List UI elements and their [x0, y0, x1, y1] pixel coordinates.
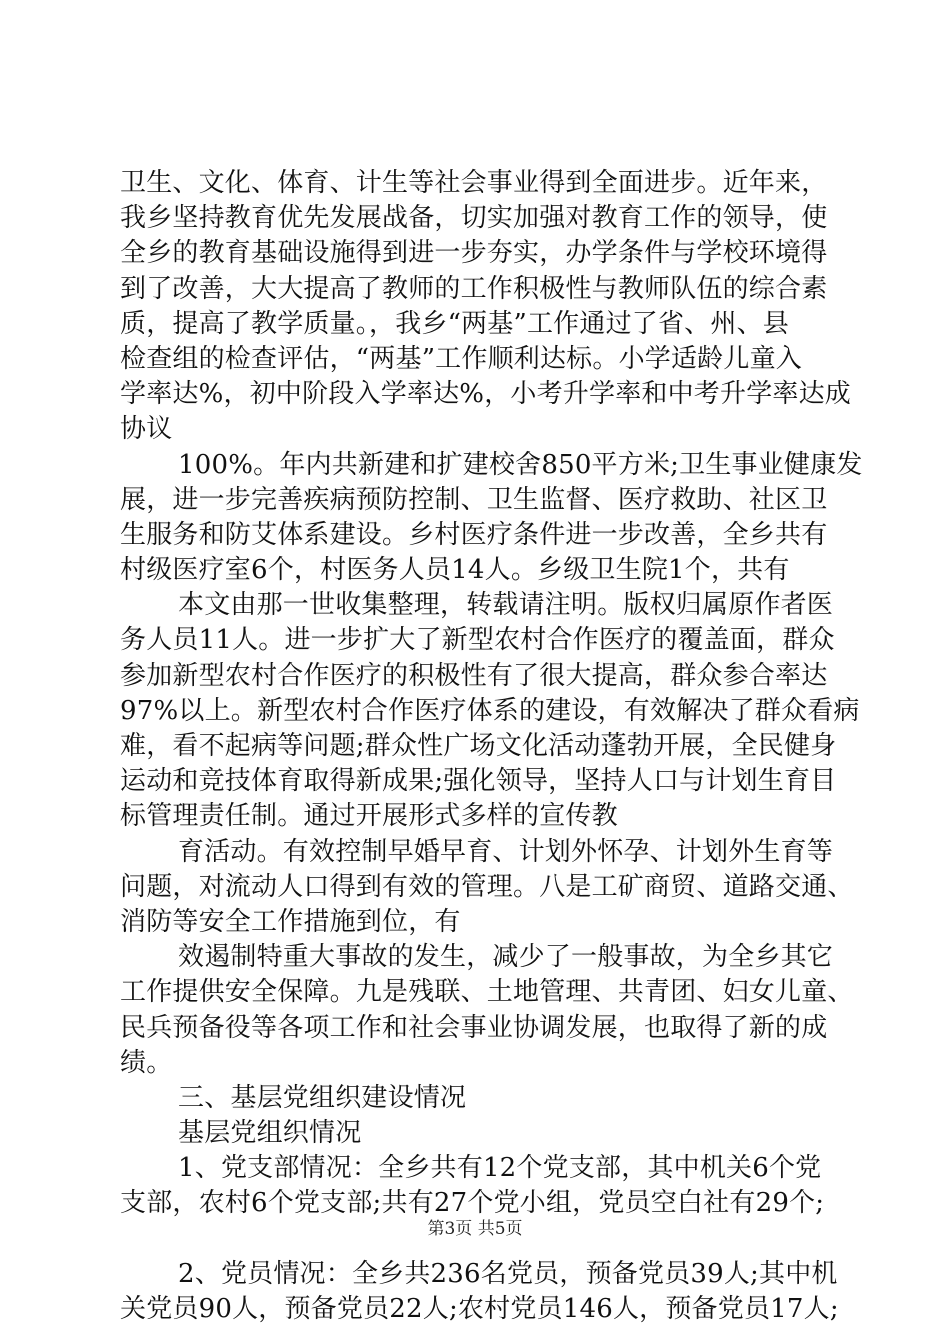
text-line: 参加新型农村合作医疗的积极性有了很大提高，群众参合率达 [120, 660, 828, 691]
text-line: 难，看不起病等问题;群众性广场文化活动蓬勃开展，全民健身 [120, 731, 837, 761]
subsection-heading: 基层党组织情况 [178, 1118, 362, 1149]
text-line: 关党员90人，预备党员22人;农村党员146人，预备党员17人; [120, 1293, 839, 1324]
page-number-footer: 第3页 共5页 [427, 1219, 523, 1239]
text-line: 民兵预备役等各项工作和社会事业协调发展，也取得了新的成 [120, 1012, 828, 1043]
text-line: 问题，对流动人口得到有效的管理。八是工矿商贸、道路交通、 [120, 871, 854, 902]
text-line: 绩。 [120, 1047, 173, 1078]
text-line: 展，进一步完善疾病预防控制、卫生监督、医疗救助、社区卫 [120, 484, 828, 515]
text-line: 质，提高了教学质量。，我乡“两基”工作通过了省、州、县 [120, 308, 789, 339]
text-line: 100%。年内共新建和扩建校舍850平方米;卫生事业健康发 [178, 449, 863, 480]
text-line: 生服务和防艾体系建设。乡村医疗条件进一步改善，全乡共有 [120, 519, 828, 550]
text-line: 我乡坚持教育优先发展战备，切实加强对教育工作的领导，使 [120, 203, 828, 234]
text-line: 到了改善，大大提高了教师的工作积极性与教师队伍的综合素 [120, 273, 828, 304]
text-line: 消防等安全工作措施到位，有 [120, 906, 461, 937]
text-line: 1、党支部情况：全乡共有12个党支部，其中机关6个党 [178, 1153, 822, 1184]
text-line: 97%以上。新型农村合作医疗体系的建设，有效解决了群众看病 [120, 695, 860, 726]
text-line: 村级医疗室6个，村医务人员14人。乡级卫生院1个，共有 [120, 555, 790, 586]
text-line: 卫生、文化、体育、计生等社会事业得到全面进步。近年来， [120, 168, 828, 198]
text-line: 工作提供安全保障。九是残联、土地管理、共青团、妇女儿童、 [120, 977, 854, 1008]
text-line: 支部，农村6个党支部;共有27个党小组，党员空白社有29个; [120, 1188, 825, 1219]
text-line: 务人员11人。进一步扩大了新型农村合作医疗的覆盖面，群众 [120, 625, 835, 656]
text-line: 全乡的教育基础设施得到进一步夯实，办学条件与学校环境得 [120, 238, 828, 269]
document-body [120, 166, 863, 1327]
text-line: 育活动。有效控制早婚早育、计划外怀孕、计划外生育等 [178, 836, 834, 867]
text-line: 运动和竞技体育取得新成果;强化领导，坚持人口与计划生育目 [120, 766, 837, 797]
section-heading: 三、基层党组织建设情况 [178, 1082, 467, 1113]
text-line: 2、党员情况：全乡共236名党员，预备党员39人;其中机 [178, 1258, 838, 1289]
text-line: 学率达%，初中阶段入学率达%，小考升学率和中考升学率达成 [120, 379, 852, 410]
text-line: 检查组的检查评估，“两基”工作顺利达标。小学适龄儿童入 [120, 343, 802, 374]
text-line: 协议 [120, 414, 173, 445]
text-line: 标管理责任制。通过开展形式多样的宣传教 [120, 801, 618, 832]
text-line: 效遏制特重大事故的发生，减少了一般事故，为全乡其它 [178, 942, 834, 973]
text-line: 本文由那一世收集整理，转载请注明。版权归属原作者医 [178, 590, 834, 621]
